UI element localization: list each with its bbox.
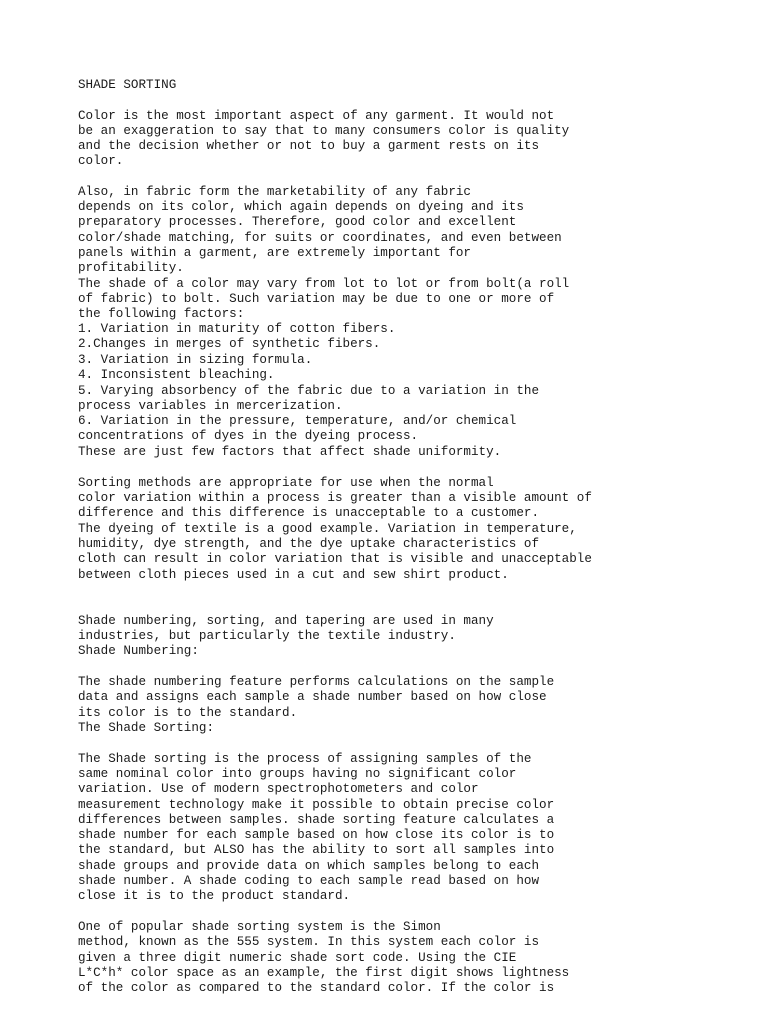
text-line: color variation within a process is greater than a visible amount of xyxy=(78,491,592,505)
text-line: of the color as compared to the standard color. If the color is xyxy=(78,981,555,995)
text-line: method, known as the 555 system. In this system each color is xyxy=(78,935,540,949)
text-line: process variables in mercerization. xyxy=(78,399,343,413)
text-line: same nominal color into groups having no significant color xyxy=(78,767,517,781)
text-line: shade number. A shade coding to each sample read based on how xyxy=(78,874,540,888)
list-item: 1. Variation in maturity of cotton fibers. xyxy=(78,322,396,336)
section-heading: The Shade Sorting: xyxy=(78,721,215,735)
list-item: 4. Inconsistent bleaching. xyxy=(78,368,275,382)
text-line: Shade numbering, sorting, and tapering are used in many xyxy=(78,614,494,628)
list-item: 6. Variation in the pressure, temperature, and/or chemical xyxy=(78,414,517,428)
document-title: SHADE SORTING xyxy=(78,78,177,92)
text-line: Also, in fabric form the marketability of any fabric xyxy=(78,185,471,199)
text-line: and the decision whether or not to buy a garment rests on its xyxy=(78,139,540,153)
text-line: difference and this difference is unacceptable to a customer. xyxy=(78,506,540,520)
list-item: 3. Variation in sizing formula. xyxy=(78,353,313,367)
text-line: its color is to the standard. xyxy=(78,706,298,720)
text-line: the standard, but ALSO has the ability to sort all samples into xyxy=(78,843,555,857)
text-line: These are just few factors that affect shade uniformity. xyxy=(78,445,502,459)
text-line: measurement technology make it possible to obtain precise color xyxy=(78,798,555,812)
text-line: depends on its color, which again depends on dyeing and its xyxy=(78,200,524,214)
text-line: The dyeing of textile is a good example. Variation in temperature, xyxy=(78,522,577,536)
text-line: The shade of a color may vary from lot to lot or from bolt(a roll xyxy=(78,277,570,291)
text-line: of fabric) to bolt. Such variation may be due to one or more of xyxy=(78,292,555,306)
text-line: humidity, dye strength, and the dye uptake characteristics of xyxy=(78,537,540,551)
text-line: close it is to the product standard. xyxy=(78,889,351,903)
text-line: industries, but particularly the textile industry. xyxy=(78,629,456,643)
text-line: given a three digit numeric shade sort code. Using the CIE xyxy=(78,951,517,965)
text-line: Sorting methods are appropriate for use when the normal xyxy=(78,476,494,490)
text-line: L*C*h* color space as an example, the first digit shows lightness xyxy=(78,966,570,980)
list-item: 5. Varying absorbency of the fabric due to a variation in the xyxy=(78,384,540,398)
text-line: data and assigns each sample a shade number based on how close xyxy=(78,690,547,704)
text-line: One of popular shade sorting system is the Simon xyxy=(78,920,441,934)
section-heading: Shade Numbering: xyxy=(78,644,199,658)
text-line: between cloth pieces used in a cut and sew shirt product. xyxy=(78,568,509,582)
text-line: concentrations of dyes in the dyeing process. xyxy=(78,429,419,443)
text-line: shade groups and provide data on which samples belong to each xyxy=(78,859,540,873)
text-line: The Shade sorting is the process of assigning samples of the xyxy=(78,752,532,766)
text-line: shade number for each sample based on how close its color is to xyxy=(78,828,555,842)
text-line: differences between samples. shade sorting feature calculates a xyxy=(78,813,555,827)
text-line: profitability. xyxy=(78,261,184,275)
text-line: color. xyxy=(78,154,124,168)
text-line: Color is the most important aspect of any garment. It would not xyxy=(78,109,555,123)
list-item: 2.Changes in merges of synthetic fibers. xyxy=(78,337,381,351)
text-line: preparatory processes. Therefore, good color and excellent xyxy=(78,215,517,229)
text-line: color/shade matching, for suits or coordinates, and even between xyxy=(78,231,562,245)
text-line: cloth can result in color variation that is visible and unacceptable xyxy=(78,552,592,566)
text-line: be an exaggeration to say that to many consumers color is quality xyxy=(78,124,570,138)
text-line: variation. Use of modern spectrophotometers and color xyxy=(78,782,479,796)
text-line: The shade numbering feature performs calculations on the sample xyxy=(78,675,555,689)
text-line: the following factors: xyxy=(78,307,245,321)
text-line: panels within a garment, are extremely important for xyxy=(78,246,471,260)
